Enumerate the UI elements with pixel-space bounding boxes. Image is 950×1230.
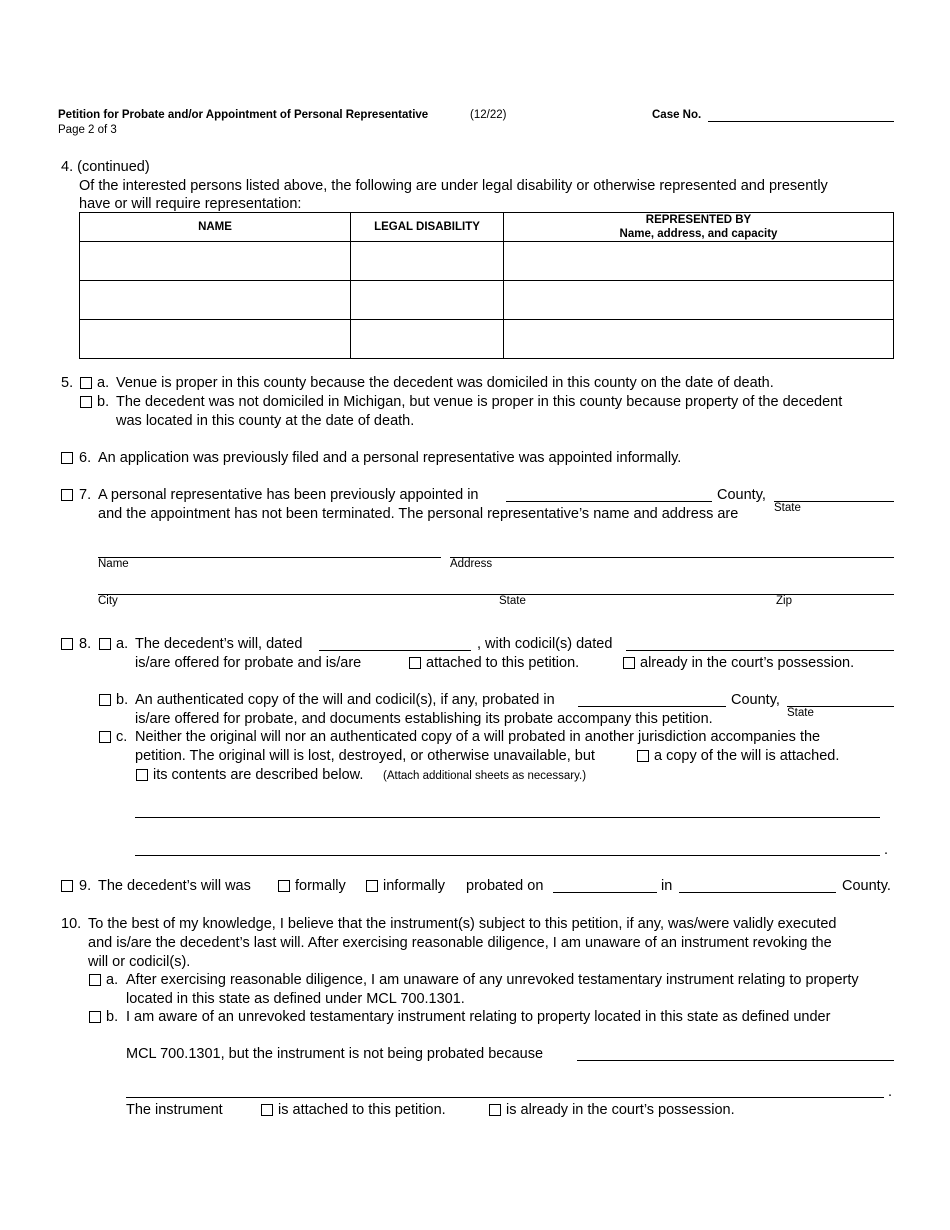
- item9-date-field[interactable]: [553, 892, 657, 893]
- item10a-text1: After exercising reasonable diligence, I am unaware of any unrevoked testamentary instrument relating to property: [126, 972, 859, 988]
- case-no-label: Case No.: [652, 109, 702, 121]
- item9-formally-checkbox[interactable]: [278, 880, 290, 892]
- item10b-text1: I am aware of an unrevoked testamentary instrument relating to property located in this state as defined under: [126, 1009, 831, 1025]
- represented-cell[interactable]: [504, 281, 894, 320]
- item8c-contents-label: its contents are described below.: [153, 767, 364, 783]
- item8b-county-field[interactable]: [578, 706, 726, 707]
- item6-text: An application was previously filed and a personal representative was appointed informally.: [98, 450, 682, 466]
- item8-checkbox[interactable]: [61, 638, 73, 650]
- item7-state2-label: State: [499, 595, 526, 607]
- item4-line1: Of the interested persons listed above, the following are under legal disability or otherwise represented and presently: [79, 178, 828, 194]
- item7-county-label: County,: [717, 487, 766, 503]
- item8a-codicil-date-field[interactable]: [626, 650, 894, 651]
- item8a-will-date-field[interactable]: [319, 650, 471, 651]
- item7-checkbox[interactable]: [61, 489, 73, 501]
- item8b-checkbox[interactable]: [99, 694, 111, 706]
- column-header-name: NAME: [80, 213, 351, 242]
- item8a-attached-checkbox[interactable]: [409, 657, 421, 669]
- item10-possession-checkbox[interactable]: [489, 1104, 501, 1116]
- table-row: [80, 320, 894, 359]
- represented-cell[interactable]: [504, 320, 894, 359]
- disability-input[interactable]: [351, 242, 507, 280]
- represented-by-title: REPRESENTED BY: [645, 214, 752, 226]
- name-cell[interactable]: [80, 242, 351, 281]
- disability-input[interactable]: [351, 320, 507, 358]
- column-header-represented-by: [504, 213, 894, 242]
- item10a-checkbox[interactable]: [89, 974, 101, 986]
- item10a-text2: located in this state as defined under MCL 700.1301.: [126, 991, 465, 1007]
- item9-county-field[interactable]: [679, 892, 836, 893]
- item8a-codicil-label: , with codicil(s) dated: [477, 636, 613, 652]
- item10a-letter: a.: [106, 972, 119, 988]
- item10-attached-label: is attached to this petition.: [278, 1102, 446, 1118]
- item5a-checkbox[interactable]: [80, 377, 92, 389]
- item10b-period: .: [888, 1084, 893, 1100]
- represented-input[interactable]: [504, 281, 897, 319]
- item5b-text2: was located in this county at the date of death.: [116, 413, 415, 429]
- disability-cell[interactable]: [351, 281, 504, 320]
- item6-checkbox[interactable]: [61, 452, 73, 464]
- item9-checkbox[interactable]: [61, 880, 73, 892]
- item10-possession-label: is already in the court’s possession.: [506, 1102, 735, 1118]
- item9-formally-label: formally: [295, 878, 346, 894]
- item10-instrument-label: The instrument: [126, 1102, 223, 1118]
- item8a-text2: is/are offered for probate and is/are: [135, 655, 362, 671]
- item9-informally-label: informally: [383, 878, 446, 894]
- item9-probated-on-label: probated on: [466, 878, 544, 894]
- item8-number: 8.: [79, 636, 92, 652]
- item8c-description-line-1[interactable]: [135, 817, 880, 818]
- represented-cell[interactable]: [504, 242, 894, 281]
- item7-address-field[interactable]: [450, 557, 894, 558]
- disability-cell[interactable]: [351, 320, 504, 359]
- item8c-description-line-2[interactable]: [135, 855, 880, 856]
- item10-text2: and is/are the decedent’s last will. After exercising reasonable diligence, I am unaware of an instrument revoking the: [88, 935, 832, 951]
- item10b-checkbox[interactable]: [89, 1011, 101, 1023]
- item7-text1: A personal representative has been previously appointed in: [98, 487, 479, 503]
- item8c-period: .: [884, 842, 889, 858]
- page-label: Page 2 of 3: [58, 124, 117, 136]
- represented-by-subtitle: Name, address, and capacity: [619, 228, 778, 240]
- item8b-text2: is/are offered for probate, and documents establishing its probate accompany this petition.: [135, 711, 713, 727]
- item10b-text2: MCL 700.1301, but the instrument is not being probated because: [126, 1046, 544, 1062]
- form-version: (12/22): [470, 109, 507, 121]
- item9-text: The decedent’s will was: [98, 878, 251, 894]
- item7-name-label: Name: [98, 558, 129, 570]
- item8a-letter: a.: [116, 636, 129, 652]
- case-no-field[interactable]: [708, 121, 894, 122]
- represented-input[interactable]: [504, 242, 897, 280]
- item8c-letter: c.: [116, 729, 128, 745]
- item8b-state-label: State: [787, 707, 814, 719]
- item7-text2: and the appointment has not been terminated. The personal representative’s name and address are: [98, 506, 739, 522]
- item8b-county-label: County,: [731, 692, 780, 708]
- item7-number: 7.: [79, 487, 92, 503]
- item8c-checkbox[interactable]: [99, 731, 111, 743]
- name-cell[interactable]: [80, 281, 351, 320]
- item7-zip-label: Zip: [776, 595, 792, 607]
- item7-name-field[interactable]: [98, 557, 441, 558]
- item8a-checkbox[interactable]: [99, 638, 111, 650]
- item7-state-label: State: [774, 502, 801, 514]
- item8b-letter: b.: [116, 692, 129, 708]
- item8a-possession-checkbox[interactable]: [623, 657, 635, 669]
- item5a-text: Venue is proper in this county because the decedent was domiciled in this county on the date of death.: [116, 375, 774, 391]
- form-title: Petition for Probate and/or Appointment of Personal Representative: [58, 109, 429, 121]
- item8c-copy-label: a copy of the will is attached.: [654, 748, 840, 764]
- item10-text1: To the best of my knowledge, I believe that the instrument(s) subject to this petition, if any, was/were validly executed: [88, 916, 837, 932]
- item5a-letter: a.: [97, 375, 110, 391]
- item8a-attached-label: attached to this petition.: [426, 655, 580, 671]
- item10b-letter: b.: [106, 1009, 119, 1025]
- table-row: [80, 281, 894, 320]
- name-cell[interactable]: [80, 320, 351, 359]
- item10-text3: will or codicil(s).: [88, 954, 191, 970]
- item5b-text1: The decedent was not domiciled in Michigan, but venue is proper in this county because property of the decedent: [116, 394, 843, 410]
- item7-city-label: City: [98, 595, 118, 607]
- item9-in-label: in: [661, 878, 673, 894]
- item8c-text2: petition. The original will is lost, destroyed, or otherwise unavailable, but: [135, 748, 595, 764]
- item4-line2: have or will require representation:: [79, 196, 302, 212]
- item5-number: 5.: [61, 375, 74, 391]
- item9-number: 9.: [79, 878, 92, 894]
- representation-table: [79, 212, 894, 359]
- item6-number: 6.: [79, 450, 92, 466]
- item9-informally-checkbox[interactable]: [366, 880, 378, 892]
- name-input[interactable]: [80, 320, 354, 358]
- disability-cell[interactable]: [351, 242, 504, 281]
- item8c-attach-note: (Attach additional sheets as necessary.): [383, 770, 587, 782]
- item10-number: 10.: [61, 916, 82, 932]
- item9-county-label: County.: [842, 878, 891, 894]
- item5b-letter: b.: [97, 394, 110, 410]
- item7-county-field[interactable]: [506, 501, 712, 502]
- item8c-copy-checkbox[interactable]: [637, 750, 649, 762]
- item8c-text1: Neither the original will nor an authenticated copy of a will probated in another jurisdiction accompanies the: [135, 729, 821, 745]
- item10b-reason-field[interactable]: [577, 1060, 894, 1061]
- item4-number: 4. (continued): [61, 159, 150, 175]
- item8c-contents-checkbox[interactable]: [136, 769, 148, 781]
- name-input[interactable]: [80, 281, 354, 319]
- column-header-legal-disability: LEGAL DISABILITY: [351, 213, 504, 242]
- item5b-checkbox[interactable]: [80, 396, 92, 408]
- table-header-row: [80, 213, 894, 242]
- item8b-text1: An authenticated copy of the will and codicil(s), if any, probated in: [135, 692, 555, 708]
- represented-input[interactable]: [504, 320, 897, 358]
- item10-attached-checkbox[interactable]: [261, 1104, 273, 1116]
- item8a-possession-label: already in the court’s possession.: [640, 655, 855, 671]
- item7-address-label: Address: [450, 558, 493, 570]
- disability-input[interactable]: [351, 281, 507, 319]
- item8a-text1: The decedent’s will, dated: [135, 636, 303, 652]
- item10b-reason-line-2[interactable]: [126, 1097, 884, 1098]
- table-row: [80, 242, 894, 281]
- item7-city-state-zip-field[interactable]: [98, 594, 894, 595]
- name-input[interactable]: [80, 242, 354, 280]
